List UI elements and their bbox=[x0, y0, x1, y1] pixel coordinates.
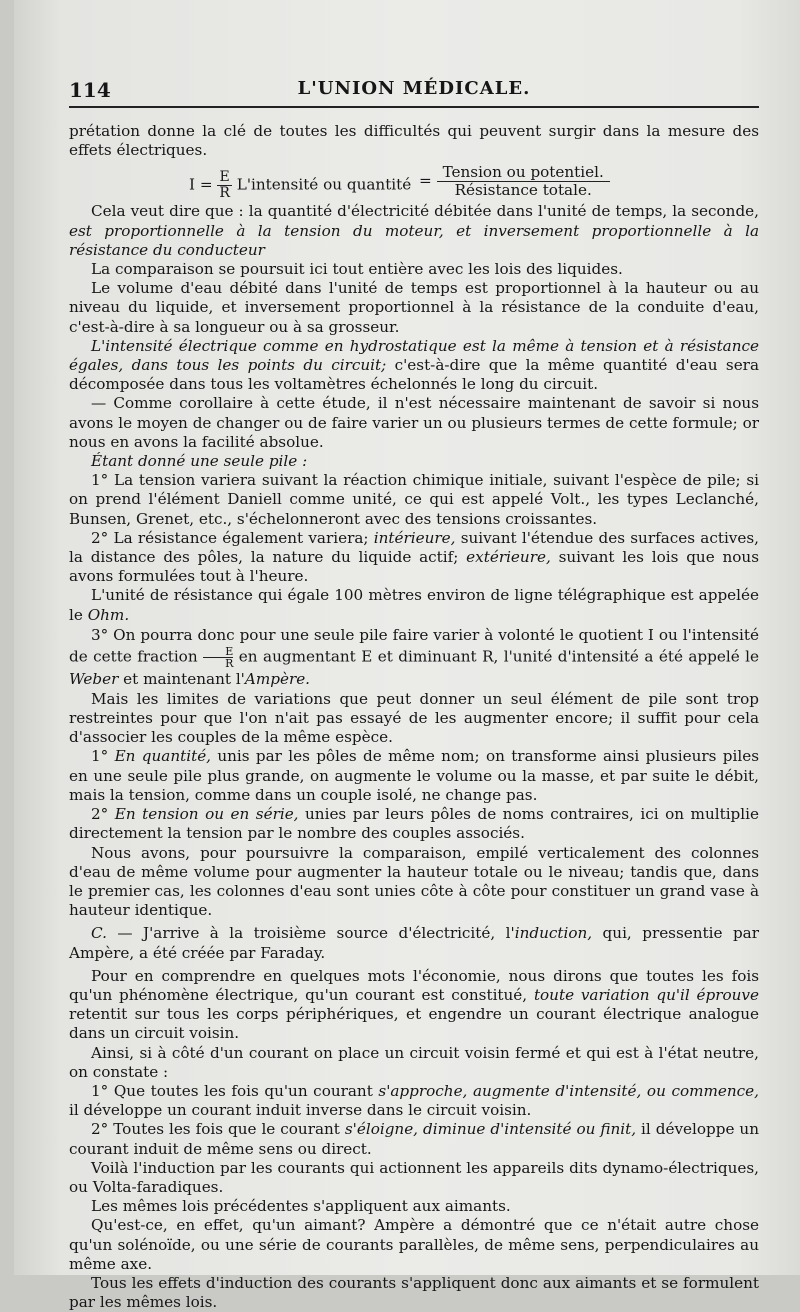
paragraph bbox=[69, 747, 759, 805]
inline-denominator: R bbox=[225, 656, 234, 670]
text-span: Cela veut dire que : la quantité d'électricité débitée dans l'unité de temps, la seconde, bbox=[91, 202, 759, 221]
page-number: 114 bbox=[69, 78, 111, 102]
text-span: 1° Que toutes les fois qu'un courant bbox=[91, 1081, 379, 1100]
italic-span: induction, bbox=[514, 924, 593, 943]
formula-equals: = bbox=[199, 175, 213, 194]
paragraph bbox=[69, 586, 759, 624]
paragraph bbox=[69, 529, 759, 587]
paragraph bbox=[69, 805, 759, 843]
text-span: et maintenant l' bbox=[118, 669, 245, 688]
text-span: 2° bbox=[91, 805, 115, 824]
text-span: 1° bbox=[91, 747, 115, 766]
book-page bbox=[14, 0, 800, 1312]
paragraph bbox=[69, 452, 759, 471]
formula-symbol-i: I bbox=[189, 175, 195, 194]
text-span: L'unité de résistance qui égale 100 mètres environ de ligne télégraphique est appelée le bbox=[69, 586, 759, 624]
text-span: il développe un courant induit inverse dans le circuit voisin. bbox=[69, 1101, 532, 1120]
italic-span: intérieure, bbox=[373, 528, 456, 547]
text-span: 2° La résistance également variera; bbox=[91, 528, 374, 547]
text-span: 2° Toutes les fois que le courant bbox=[91, 1120, 345, 1139]
formula-word-numerator: Tension ou potentiel. bbox=[437, 164, 610, 182]
text-span: 3° On pourra donc pour une seule pile faire varier à volonté le quotient I ou l'intensité de cette fraction bbox=[69, 625, 759, 666]
paragraph: Tous les effets d'induction des courants s'appliquent donc aux aimants et se formulent par les mêmes lois. bbox=[69, 1273, 759, 1312]
formula-denominator: R bbox=[219, 185, 230, 202]
formula-left bbox=[189, 170, 411, 201]
paragraph: Ainsi, si à côté d'un courant on place un circuit voisin fermé et qui est à l'état neutre, on constate : bbox=[69, 1043, 759, 1081]
paragraph: Qu'est-ce, en effet, qu'un aimant? Ampère a démontré que ce n'était autre chose qu'un solénoïde, ou une série de courants parallèles, de même sens, perpendiculaires au même axe. bbox=[69, 1216, 759, 1273]
text-span: en augmentant E et diminuant R, l'unité d'intensité a été appelé le bbox=[233, 647, 759, 666]
formula-equals-2: = bbox=[419, 171, 432, 190]
italic-span: extérieure, bbox=[466, 548, 551, 567]
italic-span: s'approche, augmente d'intensité, ou commence, bbox=[378, 1081, 759, 1100]
italic-span: Weber bbox=[69, 669, 119, 688]
paragraph: Nous avons, pour poursuivre la comparaison, empilé verticalement des colonnes d'eau de même volume pour augmenter la hauteur totale ou le niveau; tandis que, dans le premier cas, les colonnes d'eau sont unies côte à côte pour constituer un grand vase à hauteur identique. bbox=[69, 843, 759, 920]
formula-fraction-er bbox=[217, 170, 232, 201]
text-span: retentit sur tous les corps périphériques, et engendre un courant électrique analogue dans un circuit voisin. bbox=[69, 1005, 759, 1043]
paragraph: Voilà l'induction par les courants qui actionnent les appareils dits dynamo-électriques, ou Volta-faradiques. bbox=[69, 1158, 759, 1196]
paragraph: La comparaison se poursuit ici tout entière avec les lois des liquides. bbox=[91, 260, 623, 279]
italic-span: En quantité, bbox=[114, 747, 212, 766]
text-span: — J'arrive à la troisième source d'électricité, l' bbox=[106, 924, 515, 943]
italic-span: Ampère. bbox=[244, 669, 311, 688]
text-span: Pour en comprendre en quelques mots l'économie, nous dirons que toutes les fois qu'un phénomène électrique, qu'un courant est constitué, bbox=[69, 966, 759, 1004]
text-span: il développe un courant induit de même sens ou direct. bbox=[69, 1120, 759, 1158]
formula-word-fraction bbox=[437, 164, 610, 199]
paragraph bbox=[69, 337, 759, 395]
text-span: qui, pressentie par Ampère, a été créée par Faraday. bbox=[69, 924, 759, 962]
inline-fraction bbox=[203, 646, 233, 669]
italic-heading: Étant donné une seule pile : bbox=[91, 452, 308, 471]
paragraph bbox=[69, 202, 759, 260]
paragraph bbox=[69, 967, 759, 1044]
formula-right bbox=[419, 164, 610, 199]
paragraph bbox=[69, 1082, 759, 1120]
formula-numerator: E bbox=[217, 170, 232, 186]
paragraph: — Comme corollaire à cette étude, il n'est nécessaire maintenant de savoir si nous avons le moyen de changer ou de faire varier un ou plusieurs termes de cette formule; or nous en avons la facilité absolue. bbox=[69, 394, 759, 451]
italic-span: toute variation qu'il éprouve bbox=[533, 985, 759, 1004]
page-header bbox=[69, 76, 759, 106]
italic-span: Ohm. bbox=[87, 605, 130, 624]
text-span: suivant l'étendue des surfaces actives, la distance des pôles, la nature du liquide actif; bbox=[69, 528, 759, 567]
formula-text: L'intensité ou quantité bbox=[236, 175, 412, 194]
header-rule bbox=[69, 106, 759, 108]
paragraph bbox=[69, 924, 759, 962]
formula-word-denominator: Résistance totale. bbox=[454, 181, 592, 200]
italic-span: En tension ou en série, bbox=[114, 805, 299, 824]
inline-numerator: E bbox=[203, 646, 233, 658]
paragraph bbox=[69, 625, 759, 690]
text-span: suivant les lois que nous avons formulées tout à l'heure. bbox=[69, 548, 760, 586]
paragraph: 1° La tension variera suivant la réaction chimique initiale, suivant l'espèce de pile; si on prend l'élément Daniell comme unité, ce qui est appelé Volt., les types Leclanché, Bunsen, Grenet, etc., s'échelonneront avec des tensions croissantes. bbox=[69, 471, 759, 528]
paragraph bbox=[69, 1120, 759, 1158]
ohm-law-formula bbox=[69, 162, 759, 200]
italic-span: est proportionnelle à la tension du moteur, et inversement proportionnelle à la résistance du conducteur bbox=[69, 221, 759, 259]
italic-span: C. bbox=[91, 924, 107, 943]
italic-span: L'intensité électrique comme en hydrostatique est la même à tension et à résistance égales, dans tous les points du circuit; bbox=[69, 336, 759, 375]
text-span: c'est-à-dire que la même quantité d'eau sera décomposée dans tous les voltamètres échelonnés le long du circuit. bbox=[69, 356, 760, 394]
italic-span: s'éloigne, diminue d'intensité ou finit, bbox=[344, 1120, 637, 1139]
paragraph: Le volume d'eau débité dans l'unité de temps est proportionnel à la hauteur ou au niveau du liquide, et inversement proportionnel à la résistance de la conduite d'eau, c'est-à-dire à sa longueur ou à sa grosseur. bbox=[69, 279, 759, 336]
running-title: L'UNION MÉDICALE. bbox=[297, 78, 531, 99]
text-span: unies par leurs pôles de noms contraires, ici on multiplie directement la tension par le nombre des couples associés. bbox=[69, 805, 759, 843]
text-span: unis par les pôles de même nom; on transforme ainsi plusieurs piles en une seule pile plus grande, on augmente le volume ou la masse, et par suite le débit, mais la tension, comme dans un couple isolé, ne change pas. bbox=[69, 747, 759, 804]
paragraph: Les mêmes lois précédentes s'appliquent aux aimants. bbox=[91, 1197, 511, 1216]
paragraph: Mais les limites de variations que peut donner un seul élément de pile sont trop restreintes pour que l'on n'ait pas essayé de les augmenter encore; il suffit pour cela d'associer les couples de la même espèce. bbox=[69, 689, 759, 747]
paragraph: prétation donne la clé de toutes les difficultés qui peuvent surgir dans la mesure des effets électriques. bbox=[69, 122, 759, 160]
page-body bbox=[69, 122, 759, 1312]
